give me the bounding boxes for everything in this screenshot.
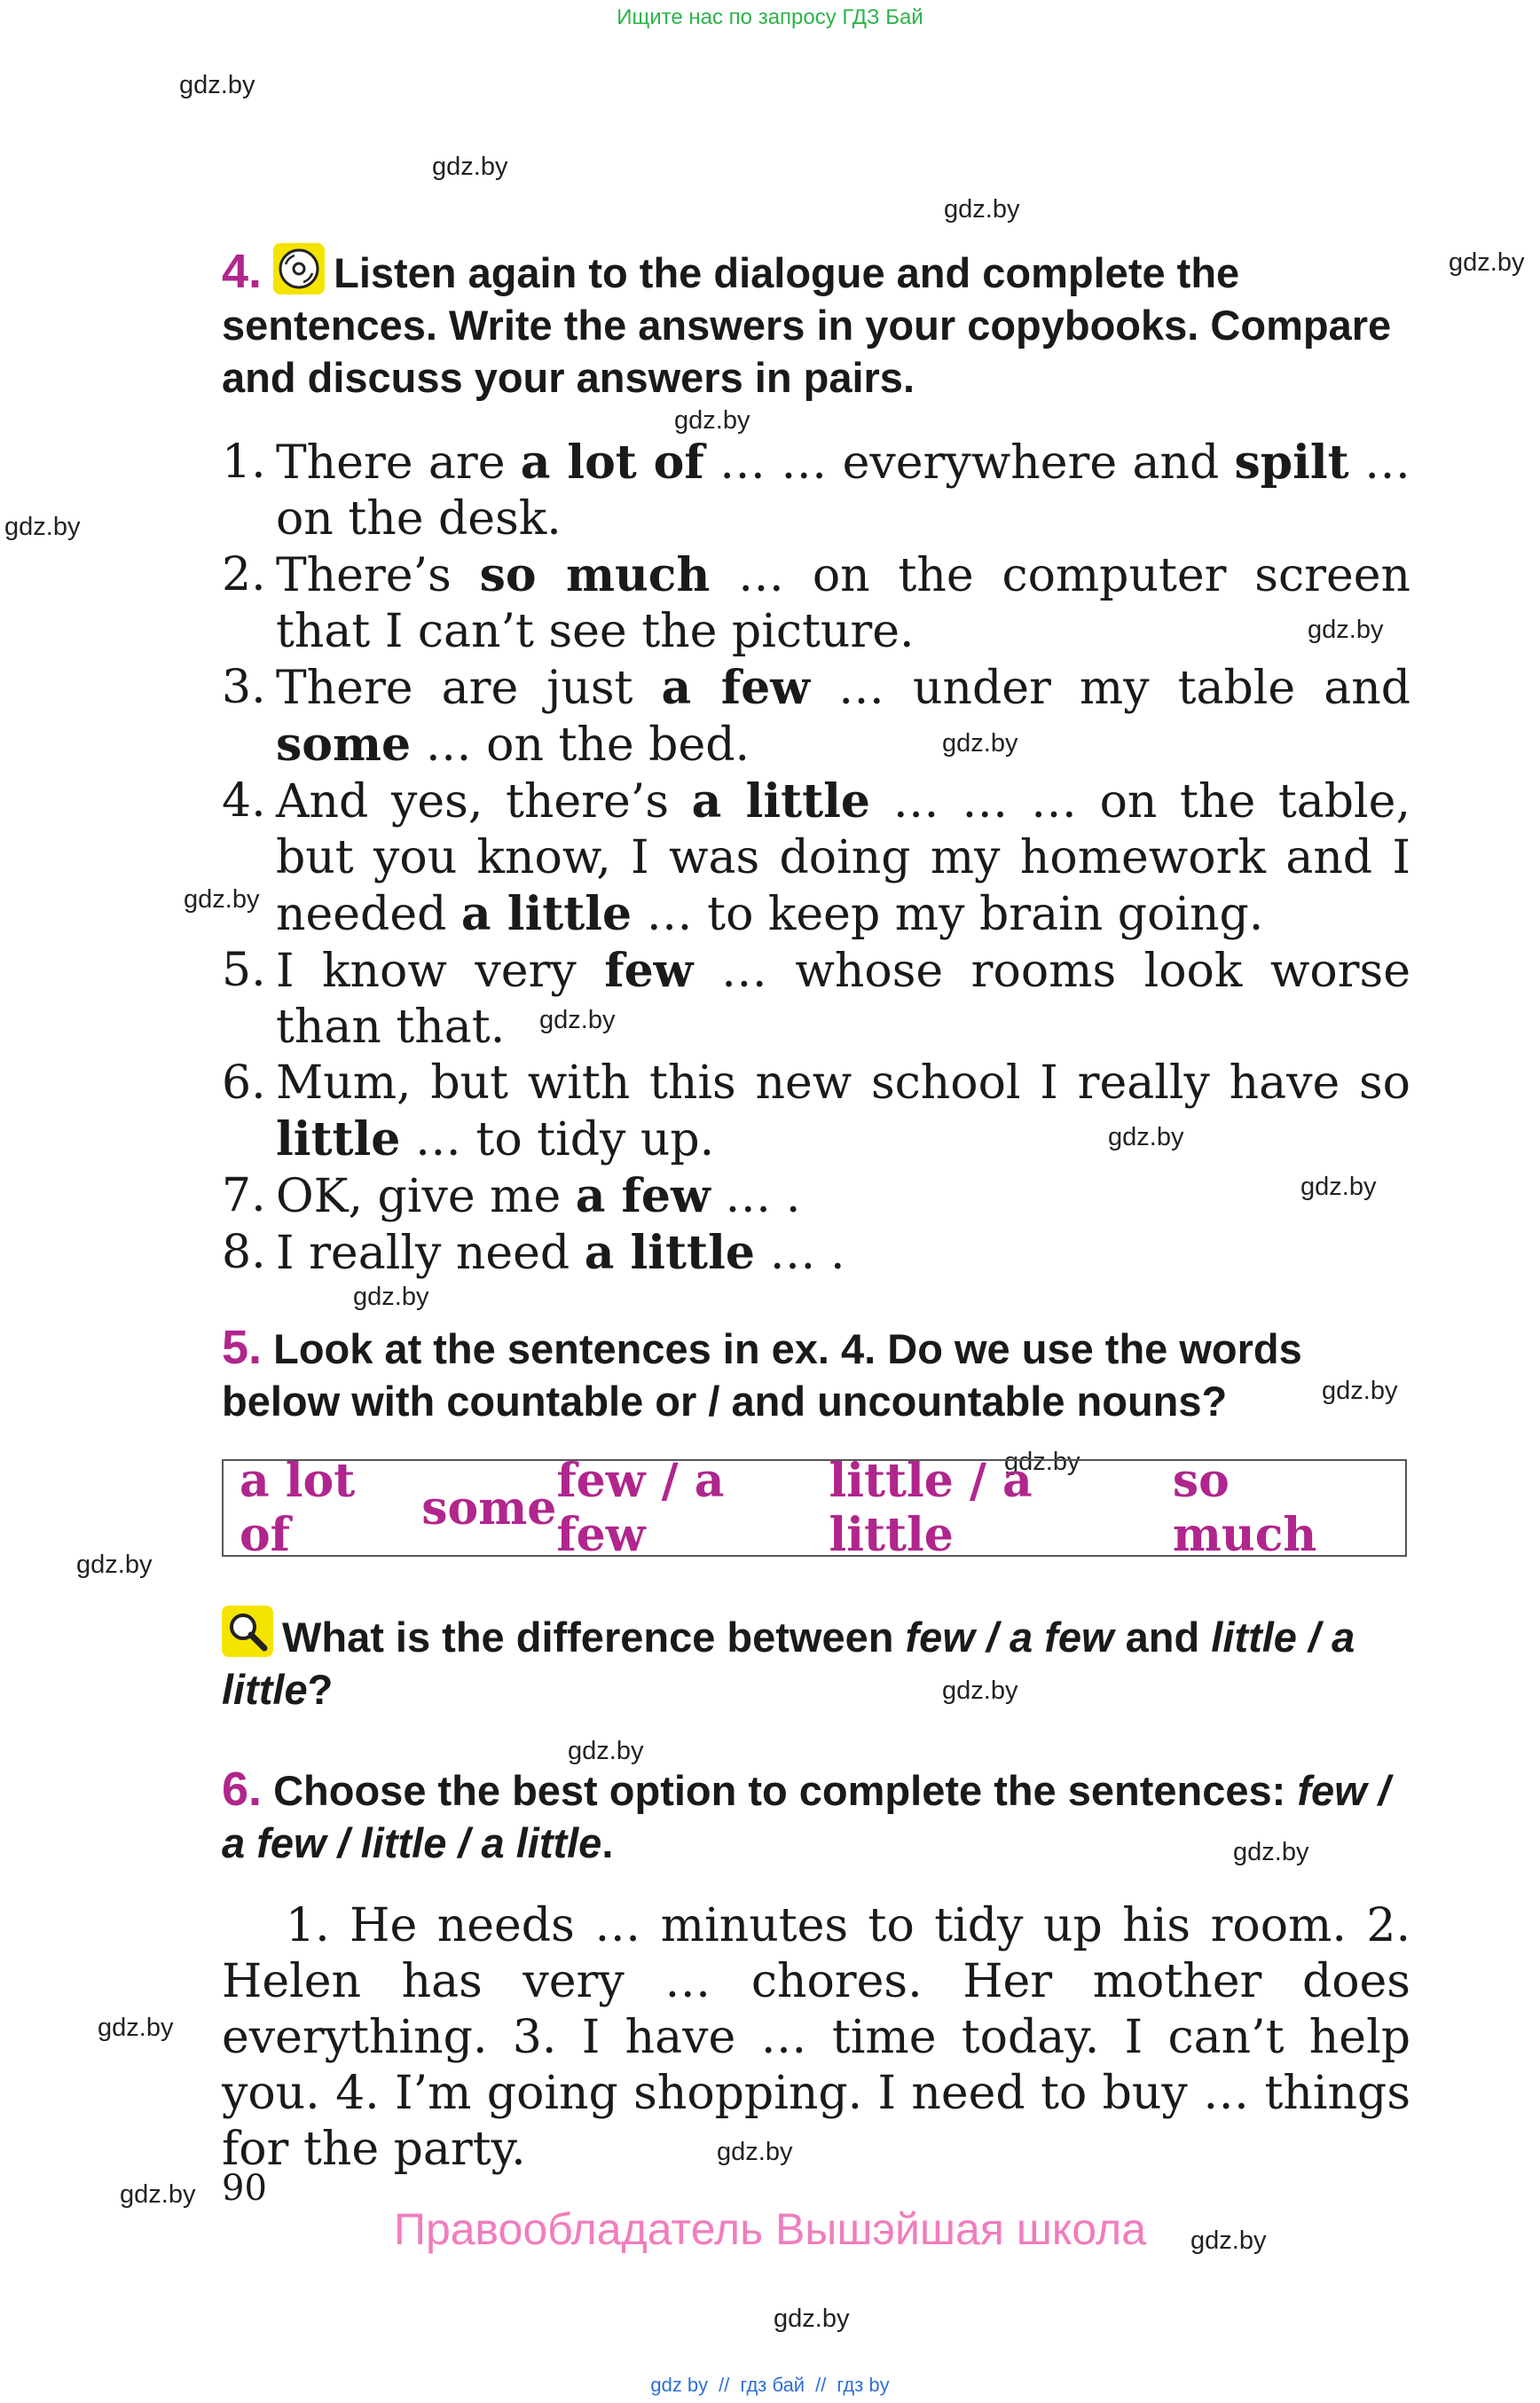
word-box (222, 1454, 1407, 1562)
watermark: gdz.by (1308, 616, 1384, 644)
sentence-text (276, 943, 1410, 1056)
keyword: spilt (1234, 436, 1349, 490)
sentence-fragment: I know very (276, 945, 605, 998)
instruction-text: Look at the sentences in ex. 4. Do we use the words below with countable or / and uncountable nouns? (222, 1325, 1302, 1425)
sentence-fragment: … on the desk. (276, 436, 1410, 546)
instruction-text: Choose the best option to complete the sentences: (273, 1767, 1286, 1814)
keyword: some (276, 718, 412, 772)
sentence-item (222, 660, 1410, 774)
watermark: gdz.by (1300, 1173, 1377, 1201)
sentence-number: 4. (222, 774, 266, 828)
sentence-text (276, 774, 1410, 943)
exercise-6-text (222, 1898, 1410, 2178)
instruction-options: few / a few / little / a little (222, 1767, 1390, 1866)
sentence-text (276, 1168, 1410, 1225)
watermark: gdz.by (76, 1551, 153, 1579)
instruction-text: Listen again to the dialogue and complete the sentences. Write the answers in your copybooks. Compare and discuss your answers in pairs. (222, 249, 1392, 401)
sentence-fragment: … under my table and (809, 662, 1410, 715)
sentence-item (222, 547, 1410, 660)
sentence-fragment: There’s (276, 549, 480, 602)
exercise-4-sentences (222, 435, 1410, 1282)
sentence-number: 2. (222, 548, 266, 601)
sentence-fragment: … to keep my brain going. (632, 888, 1264, 941)
footer-link[interactable]: гдз бай (740, 2374, 805, 2396)
question-italic: little / a little (222, 1614, 1355, 1713)
cd-audio-icon (273, 243, 325, 294)
sentence-number: 1. (222, 436, 266, 489)
exercise-5-instruction (222, 1322, 1410, 1427)
sentence-fragment: … … everywhere and (703, 436, 1235, 490)
watermark: gdz.by (432, 153, 508, 181)
copyright-notice: Правообладатель Вышэйшая школа (394, 2204, 1146, 2254)
exercise-number: 4. (222, 245, 263, 298)
watermark: gdz.by (568, 1737, 644, 1765)
question-text: and (1113, 1614, 1212, 1661)
footer-link[interactable]: gdz by (650, 2374, 709, 2396)
word-option: so much (1172, 1454, 1317, 1562)
watermark: gdz.by (120, 2180, 196, 2209)
sentence-fragment: And yes, there’s (276, 775, 692, 828)
sentence-number: 7. (222, 1169, 266, 1222)
footer-separator: // (815, 2374, 827, 2396)
watermark: gdz.by (774, 2305, 850, 2333)
watermark: gdz.by (942, 729, 1018, 758)
keyword: a little (691, 774, 870, 828)
sentence-fragment: … on the bed. (411, 719, 750, 772)
exercise-6-paragraph: 1. He needs … minutes to tidy up his room. 2. Helen has very … chores. Her mother does everything. 3. I have … time today. I can’t help you. 4. I’m going shopping. I need to buy … things for the party. (222, 1899, 1410, 2176)
keyword: little (276, 1112, 401, 1166)
exercise-number: 5. (222, 1321, 263, 1374)
keyword: so much (479, 548, 711, 602)
exercise-4-instruction (222, 243, 1410, 404)
question-text: What is the difference between (282, 1614, 906, 1661)
keyword: a little (584, 1226, 755, 1280)
watermark: gdz.by (98, 2014, 174, 2042)
instruction-text: . (601, 1819, 614, 1866)
word-option: a lot of (240, 1454, 356, 1562)
keyword: few (604, 944, 694, 998)
sentence-fragment: OK, give me (276, 1170, 576, 1223)
watermark: gdz.by (353, 1283, 429, 1311)
watermark: gdz.by (717, 2138, 793, 2166)
sentence-fragment: … to tidy up. (400, 1113, 715, 1166)
sentence-text (276, 660, 1410, 774)
top-notice: Ищите нас по запросу ГДЗ Бай (617, 5, 923, 29)
sentence-fragment: I really need (276, 1227, 585, 1280)
watermark: gdz.by (1322, 1377, 1398, 1405)
keyword: a little (460, 887, 632, 941)
watermark: gdz.by (179, 71, 255, 99)
sentence-text (276, 547, 1410, 660)
word-option: little / a little (829, 1454, 1033, 1562)
sentence-item (222, 1056, 1410, 1168)
sentence-fragment: … … … on the table, but you know, I was doing my homework and I needed (276, 775, 1410, 941)
grammar-question (222, 1606, 1410, 1716)
footer-link[interactable]: гдз by (837, 2374, 890, 2396)
keyword: a few (661, 661, 810, 715)
magnifier-icon (222, 1606, 273, 1657)
sentence-item (222, 943, 1410, 1056)
exercise-6-instruction (222, 1763, 1410, 1869)
sentence-item (222, 774, 1410, 943)
sentence-fragment: Mum, but with this new school I really have so (276, 1056, 1410, 1110)
keyword: a lot of (520, 436, 704, 490)
sentence-fragment: There are (276, 436, 521, 490)
sentence-text (276, 1056, 1410, 1168)
question-italic: few / a few (905, 1614, 1114, 1661)
sentence-number: 6. (222, 1056, 266, 1110)
sentence-fragment: … . (710, 1170, 801, 1223)
question-text: ? (307, 1666, 334, 1713)
sentence-fragment: There are just (276, 662, 662, 715)
watermark: gdz.by (539, 1006, 616, 1034)
sentence-number: 5. (222, 944, 266, 997)
sentence-fragment: … whose rooms look worse than that. (276, 945, 1410, 1054)
watermark: gdz.by (4, 513, 81, 541)
watermark: gdz.by (1233, 1838, 1309, 1866)
sentence-number: 8. (222, 1226, 266, 1279)
sentence-text (276, 1225, 1410, 1282)
watermark: gdz.by (1190, 2226, 1267, 2255)
keyword: a few (575, 1169, 711, 1223)
word-option: some (421, 1480, 557, 1535)
sentence-text (276, 435, 1410, 547)
sentence-fragment: … on the computer screen that I can’t see the picture. (276, 549, 1410, 658)
watermark: gdz.by (1108, 1123, 1184, 1151)
watermark: gdz.by (674, 406, 750, 435)
footer-separator: // (719, 2374, 730, 2396)
watermark: gdz.by (1449, 248, 1525, 277)
sentence-item (222, 1168, 1410, 1225)
exercise-number: 6. (222, 1763, 263, 1816)
word-option: few / a few (556, 1454, 725, 1562)
watermark: gdz.by (1004, 1448, 1080, 1476)
footer-links (0, 2374, 1540, 2397)
sentence-item (222, 435, 1410, 547)
watermark: gdz.by (942, 1677, 1018, 1705)
sentence-fragment: … . (754, 1227, 845, 1280)
sentence-number: 3. (222, 661, 266, 714)
page-number: 90 (222, 2168, 267, 2209)
watermark: gdz.by (944, 195, 1020, 224)
sentence-item (222, 1225, 1410, 1282)
watermark: gdz.by (184, 885, 260, 914)
